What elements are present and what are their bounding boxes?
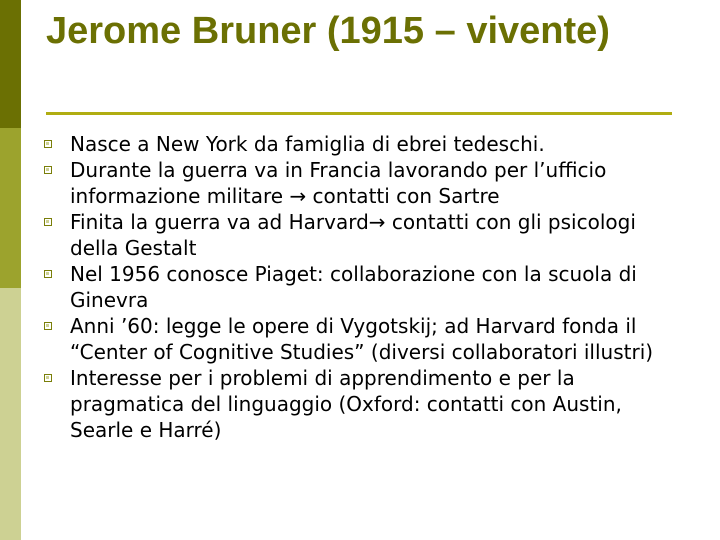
bullet-list	[44, 131, 684, 443]
side-bar-mid-segment	[0, 128, 21, 288]
decorative-side-bar	[0, 0, 21, 540]
square-bullet-icon	[44, 166, 52, 174]
side-bar-dark-segment	[0, 0, 21, 128]
bullet-text: Anni ’60: legge le opere di Vygotskij; ad Harvard fonda il “Center of Cognitive Studies” (diversi collaboratori illustri)	[70, 314, 654, 364]
square-bullet-icon	[44, 270, 52, 278]
list-item	[44, 209, 684, 261]
list-item	[44, 313, 684, 365]
bullet-text: Finita la guerra va ad Harvard→ contatti con gli psicologi della Gestalt	[70, 210, 636, 260]
list-item	[44, 157, 684, 209]
side-bar-light-segment	[0, 288, 21, 540]
square-bullet-icon	[44, 140, 52, 148]
list-item	[44, 261, 684, 313]
slide-title: Jerome Bruner (1915 – vivente)	[46, 10, 610, 52]
square-bullet-icon	[44, 374, 52, 382]
bullet-text: Durante la guerra va in Francia lavorando per l’ufficio informazione militare → contatti con Sartre	[70, 158, 607, 208]
square-bullet-icon	[44, 218, 52, 226]
square-bullet-icon	[44, 322, 52, 330]
bullet-text: Nasce a New York da famiglia di ebrei tedeschi.	[70, 132, 545, 156]
list-item	[44, 131, 684, 157]
bullet-text: Interesse per i problemi di apprendimento e per la pragmatica del linguaggio (Oxford: contatti con Austin, Searle e Harré)	[70, 366, 622, 442]
list-item	[44, 365, 684, 443]
bullet-text: Nel 1956 conosce Piaget: collaborazione con la scuola di Ginevra	[70, 262, 637, 312]
title-underline	[46, 112, 672, 115]
